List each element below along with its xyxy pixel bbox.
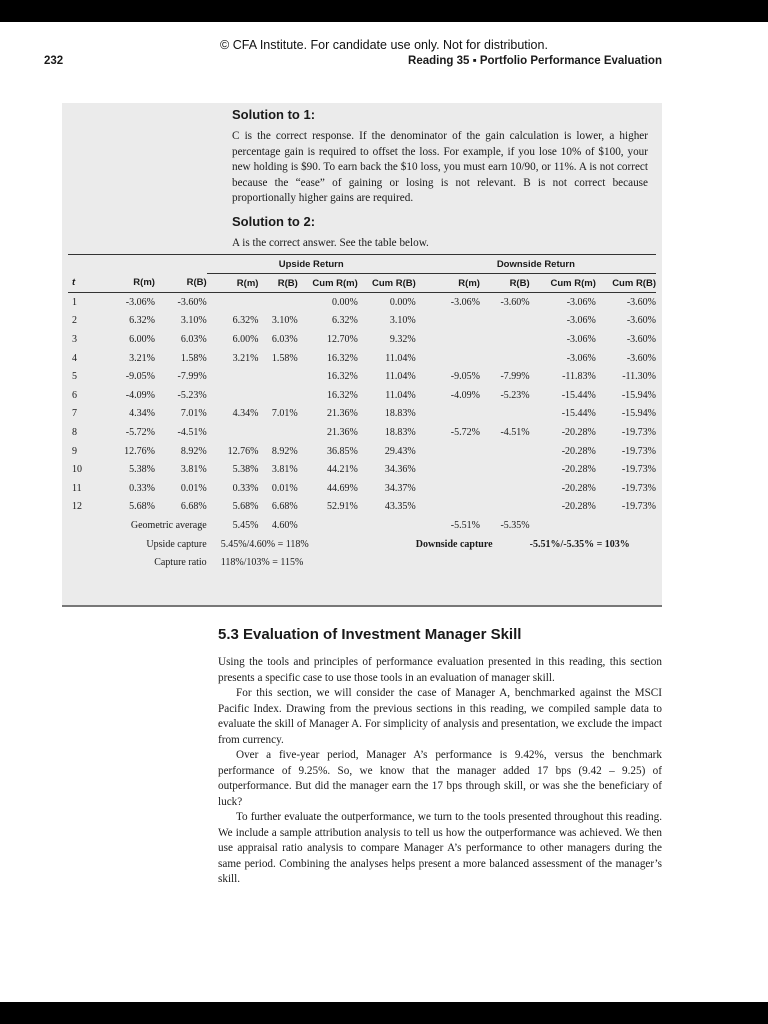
table-cell: -5.72% <box>450 426 480 438</box>
table-row <box>68 460 656 479</box>
table-cell: 3.21% <box>232 352 259 364</box>
table-row <box>68 405 656 424</box>
section-paragraph-3: Over a five-year period, Manager A’s performance is 9.42%, versus the benchmark performance of 9.25%. So, we know that the manager added 17 bps (9.42 – 9.25) of outperformance. But did the manager earn the 17 bps through skill, or was she the beneficiary of luck? <box>218 749 662 808</box>
table-cell: -5.23% <box>500 389 530 401</box>
table-cell: 9 <box>72 445 77 457</box>
solution-2-heading: Solution to 2: <box>232 214 316 229</box>
column-header: R(B) <box>155 274 207 293</box>
table-cell <box>480 479 530 498</box>
table-cell: -19.73% <box>621 464 656 476</box>
table-cell: 6.00% <box>232 333 259 345</box>
table-cell: 0.33% <box>232 482 259 494</box>
table-cell: 6.32% <box>331 315 358 327</box>
table-cell: -3.06% <box>566 296 596 308</box>
table-row <box>68 423 656 442</box>
table-cell: 43.35% <box>384 501 416 513</box>
table-cell: -3.60% <box>626 333 656 345</box>
table-cell <box>480 349 530 368</box>
table-cell: 5.68% <box>232 501 259 513</box>
section-paragraph-4: To further evaluate the outperformance, we turn to the tools presented throughout this reading. We include a sample attribution analysis to tell us how the outperformance was achieved. We then use appraisal ratio analysis to compare Manager A’s performance to other managers during the same period. Combining the analyses helps present a more balanced assessment of the manager’s skill. <box>218 811 662 886</box>
table-cell: 3.10% <box>389 315 416 327</box>
table-cell <box>416 312 480 331</box>
table-cell <box>207 367 259 386</box>
table-cell: 3.81% <box>271 464 298 476</box>
table-cell: 3.10% <box>180 315 207 327</box>
column-header: t <box>68 274 99 293</box>
table-cell: -4.51% <box>177 426 207 438</box>
solution-2-text: A is the correct answer. See the table below. <box>232 237 429 249</box>
table-cell: 16.32% <box>326 389 358 401</box>
table-cell: 16.32% <box>326 352 358 364</box>
table-cell: 6.00% <box>129 333 155 345</box>
geometric-average-row <box>68 516 656 535</box>
table-cell: 3.81% <box>180 464 207 476</box>
table-cell: -15.44% <box>561 389 596 401</box>
table-cell: 4.34% <box>129 408 155 420</box>
table-cell: 11 <box>72 482 82 494</box>
table-cell: -20.28% <box>561 464 596 476</box>
table-cell: -7.99% <box>177 371 207 383</box>
table-cell: 6.68% <box>180 501 207 513</box>
column-header: Cum R(B) <box>596 274 656 293</box>
table-cell: 5.68% <box>129 501 155 513</box>
table-cell: 7.01% <box>180 408 207 420</box>
table-cell: 0.01% <box>180 482 207 494</box>
table-cell: 6.32% <box>129 315 155 327</box>
table-cell: 5.38% <box>232 464 259 476</box>
table-cell: 18.83% <box>384 426 416 438</box>
table-cell: 6.68% <box>271 501 298 513</box>
table-cell: 10 <box>72 464 82 476</box>
solution-1-heading: Solution to 1: <box>232 107 316 122</box>
table-cell: -9.05% <box>125 371 155 383</box>
table-cell: -20.28% <box>561 501 596 513</box>
table-cell <box>480 460 530 479</box>
table-cell: -19.73% <box>621 482 656 494</box>
table-cell: 8.92% <box>271 445 298 457</box>
table-cell: 0.00% <box>331 296 358 308</box>
table-cell: 7 <box>72 408 77 420</box>
table-cell: 3 <box>72 333 77 345</box>
table-cell: -5.23% <box>177 389 207 401</box>
table-cell: 11.04% <box>385 389 416 401</box>
table-cell: 0.01% <box>271 482 298 494</box>
table-cell: -9.05% <box>450 371 480 383</box>
upside-capture-label: Upside capture <box>146 538 207 550</box>
column-header: Cum R(m) <box>530 274 596 293</box>
downside-capture-label: Downside capture <box>415 538 493 550</box>
column-header: R(B) <box>258 274 297 293</box>
table-cell: -3.06% <box>566 315 596 327</box>
table-cell <box>416 479 480 498</box>
table-cell: 1 <box>72 296 77 308</box>
table-cell <box>207 423 259 442</box>
table-cell: 12.76% <box>124 445 155 457</box>
table-cell: -7.99% <box>500 371 530 383</box>
table-cell <box>416 498 480 517</box>
table-cell: 4 <box>72 352 77 364</box>
table-cell: -4.09% <box>125 389 155 401</box>
column-header: Cum R(B) <box>358 274 416 293</box>
table-cell: 36.85% <box>326 445 358 457</box>
table-cell: 5.38% <box>129 464 155 476</box>
table-cell: 6.03% <box>271 333 298 345</box>
table-cell: -20.28% <box>561 482 596 494</box>
table-cell: 1.58% <box>271 352 298 364</box>
table-cell: 12.76% <box>227 445 259 457</box>
table-cell: -15.44% <box>561 408 596 420</box>
capture-row <box>68 535 656 554</box>
table-cell <box>258 293 297 312</box>
table-cell: 5 <box>72 371 77 383</box>
table-cell <box>480 312 530 331</box>
table-cell: -15.94% <box>621 389 656 401</box>
table-cell <box>207 293 259 312</box>
table-cell: 9.32% <box>389 333 416 345</box>
copyright-notice: © CFA Institute. For candidate use only. Not for distribution. <box>220 38 548 52</box>
table-cell: 4.34% <box>232 408 259 420</box>
table-cell: -20.28% <box>561 445 596 457</box>
table-cell <box>480 330 530 349</box>
table-cell: -19.73% <box>621 426 656 438</box>
table-cell <box>416 330 480 349</box>
table-row <box>68 349 656 368</box>
bottom-black-bar <box>0 1002 768 1024</box>
table-cell: -3.06% <box>566 352 596 364</box>
solution-1-text: C is the correct response. If the denominator of the gain calculation is lower, a higher percentage gain is required to offset the loss. For example, if you lose 10% of $100, your new holding is $90. To earn back the $10 loss, you must earn 10/90, or 11%. A is not correct because the “ease” of gaining or losing is not relevant. B is not correct because proportionally higher gains are required. <box>232 130 648 205</box>
table-cell: 34.37% <box>384 482 416 494</box>
capture-ratio-label: Capture ratio <box>154 557 207 569</box>
table-cell: -3.06% <box>566 333 596 345</box>
table-cell: 3.10% <box>271 315 298 327</box>
table-cell: 44.21% <box>326 464 358 476</box>
table-cell: 0.33% <box>129 482 155 494</box>
column-header: R(m) <box>207 274 259 293</box>
table-row <box>68 479 656 498</box>
table-row <box>68 386 656 405</box>
upside-return-header: Upside Return <box>207 255 416 274</box>
table-cell: -3.60% <box>500 296 530 308</box>
table-cell: 18.83% <box>384 408 416 420</box>
table-cell: -4.51% <box>500 426 530 438</box>
downside-capture-value: -5.51%/-5.35% = 103% <box>529 538 630 550</box>
table-cell <box>416 442 480 461</box>
table-cell: 12 <box>72 501 82 513</box>
table-cell: 8.92% <box>180 445 207 457</box>
downside-return-header: Downside Return <box>416 255 656 274</box>
table-cell: 1.58% <box>180 352 207 364</box>
table-cell: -3.60% <box>626 296 656 308</box>
geometric-average-label: Geometric average <box>130 519 207 531</box>
table-cell: -15.94% <box>621 408 656 420</box>
solution-box <box>62 103 662 607</box>
table-cell: 29.43% <box>384 445 416 457</box>
table-cell <box>207 386 259 405</box>
capture-ratio-value: 118%/103% = 115% <box>220 557 304 569</box>
section-paragraph-2: For this section, we will consider the case of Manager A, benchmarked against the MSCI Pacific Index. Drawing from the previous sections in this reading, we compiled sample data to evaluate the skill of Manager A. For simplicity of analysis and presentation, we exclude the impact from currency. <box>218 687 662 746</box>
table-row <box>68 330 656 349</box>
top-black-bar <box>0 0 768 22</box>
table-cell: 21.36% <box>326 426 358 438</box>
table-cell: 3.21% <box>129 352 155 364</box>
geo-avg-down-rb: -5.35% <box>500 519 530 531</box>
capture-ratio-row <box>68 553 656 572</box>
table-cell <box>258 423 297 442</box>
geo-avg-up-rb: 4.60% <box>271 519 298 531</box>
table-row <box>68 312 656 331</box>
table-row <box>68 293 656 312</box>
column-header: Cum R(m) <box>298 274 358 293</box>
table-cell: 12.70% <box>326 333 358 345</box>
page-number: 232 <box>44 55 64 67</box>
section-title: 5.3 Evaluation of Investment Manager Skill <box>218 626 522 643</box>
table-cell <box>416 349 480 368</box>
column-header-row <box>68 274 656 293</box>
table-cell: 11.04% <box>385 352 416 364</box>
table-cell: -3.06% <box>450 296 480 308</box>
table-cell <box>416 405 480 424</box>
table-cell <box>258 367 297 386</box>
table-cell: 6.03% <box>180 333 207 345</box>
table-cell: 52.91% <box>326 501 358 513</box>
table-cell: -3.60% <box>626 315 656 327</box>
table-cell: -11.30% <box>622 371 656 383</box>
geo-avg-down-rm: -5.51% <box>450 519 480 531</box>
running-head: Reading 35 ▪ Portfolio Performance Evaluation <box>408 55 662 67</box>
table-cell: 16.32% <box>326 371 358 383</box>
table-cell: -5.72% <box>125 426 155 438</box>
table-cell: -11.83% <box>562 371 596 383</box>
table-body <box>68 293 656 517</box>
table-cell <box>258 386 297 405</box>
section-paragraph-1: Using the tools and principles of performance evaluation presented in this reading, this section presents a specific case to use those tools in an evaluation of manager skill. <box>218 656 662 684</box>
table-cell <box>416 460 480 479</box>
table-cell: 34.36% <box>384 464 416 476</box>
table-cell: 11.04% <box>385 371 416 383</box>
table-row <box>68 367 656 386</box>
table-cell: 6 <box>72 389 77 401</box>
table-cell: 6.32% <box>232 315 259 327</box>
table-row <box>68 442 656 461</box>
table-cell <box>480 405 530 424</box>
table-row <box>68 498 656 517</box>
table-cell: -19.73% <box>621 445 656 457</box>
table-cell: -3.60% <box>177 296 207 308</box>
group-header-row <box>68 255 656 274</box>
column-header: R(m) <box>416 274 480 293</box>
table-cell: -3.06% <box>125 296 155 308</box>
geo-avg-up-rm: 5.45% <box>232 519 259 531</box>
table-cell: -4.09% <box>450 389 480 401</box>
table-cell: 8 <box>72 426 77 438</box>
table-cell <box>480 442 530 461</box>
table-cell: -3.60% <box>626 352 656 364</box>
capture-ratio-table <box>68 254 656 572</box>
table-cell: 21.36% <box>326 408 358 420</box>
table-cell: 2 <box>72 315 77 327</box>
table-cell: 44.69% <box>326 482 358 494</box>
table-cell: -19.73% <box>621 501 656 513</box>
table-cell: 7.01% <box>271 408 298 420</box>
table-cell: 0.00% <box>389 296 416 308</box>
upside-capture-value: 5.45%/4.60% = 118% <box>220 538 309 550</box>
table-cell: -20.28% <box>561 426 596 438</box>
column-header: R(m) <box>99 274 155 293</box>
column-header: R(B) <box>480 274 530 293</box>
table-cell <box>480 498 530 517</box>
